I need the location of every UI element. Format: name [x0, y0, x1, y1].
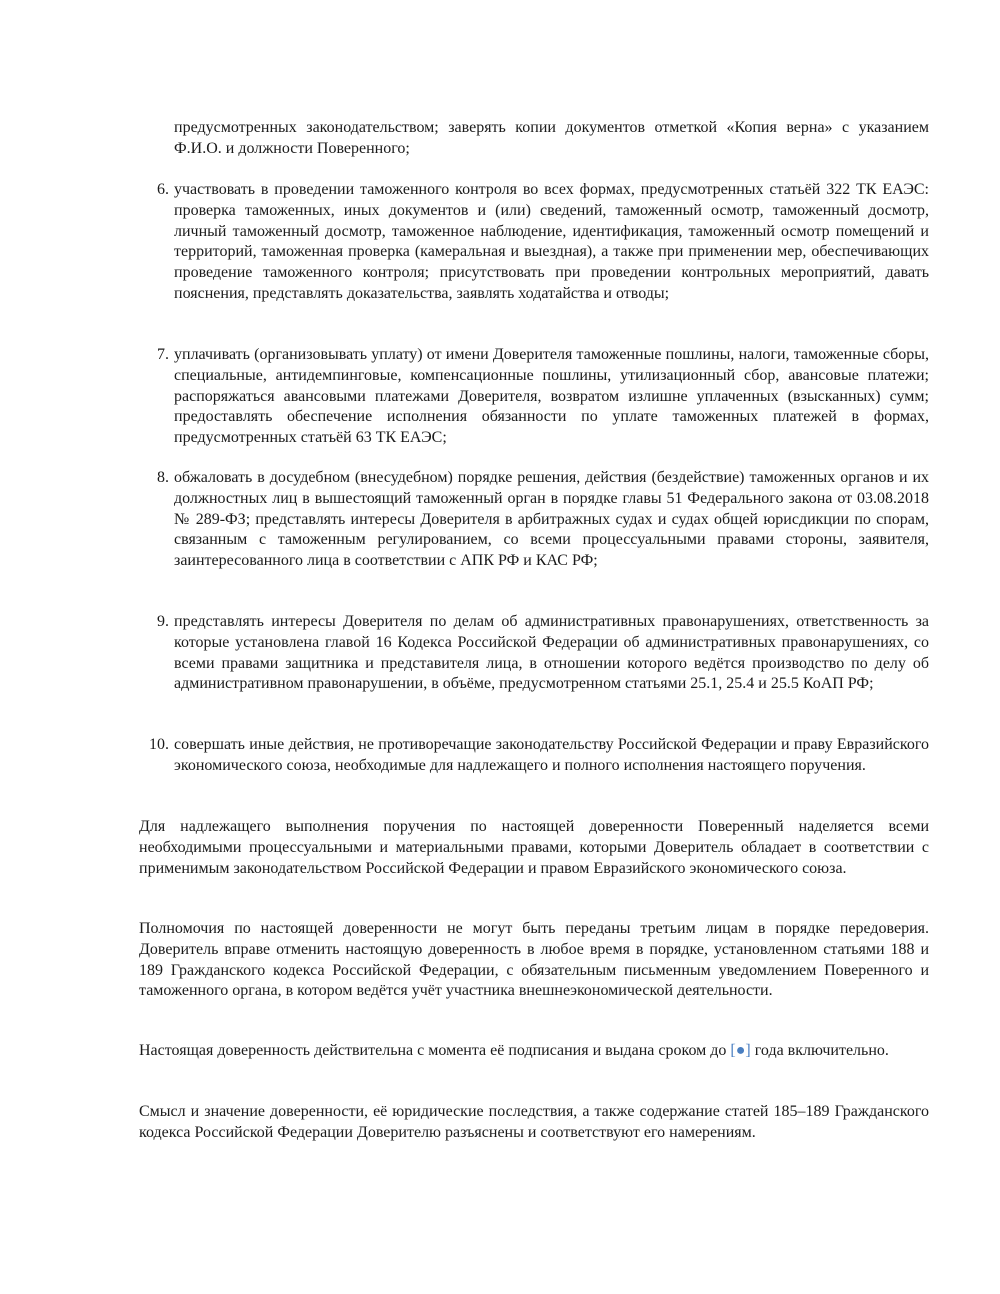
list-item-text: совершать иные действия, не противоречащие законодательству Российской Федерации и праву Евразийского экономического союза, необходимые для надлежащего и полного исполнения настоящего поручения.	[174, 736, 929, 774]
list-item-number: 10.	[149, 736, 169, 753]
date-placeholder[interactable]: [●]	[730, 1042, 751, 1059]
list-item	[139, 345, 929, 449]
validity-paragraph	[139, 1041, 929, 1062]
list-item-number: 8.	[157, 469, 169, 486]
list-item-number: 9.	[157, 613, 169, 630]
list-item-text: участвовать в проведении таможенного контроля во всех формах, предусмотренных статьёй 322 ТК ЕАЭС: проверка таможенных, иных документов и (или) сведений, таможенный осмотр, таможенный досмотр, личный таможенный досмотр, таможенное наблюдение, идентификация, таможенный осмотр помещений и территорий, таможенная проверка (камеральная и выездная), а также при применении мер, обеспечивающих проведение таможенного контроля; присутствовать при проведении контрольных мероприятий, давать пояснения, представлять доказательства, заявлять ходатайства и отводы;	[174, 181, 929, 302]
list-item-text: представлять интересы Доверителя по делам об административных правонарушениях, ответственность за которые установлена главой 16 Кодекса Российской Федерации об административных правонарушениях, со всеми правами защитника и представителя лица, в отношении которого ведётся производство по делу об административном правонарушении, в объёме, предусмотренном статьями 25.1, 25.4 и 25.5 КоАП РФ;	[174, 613, 929, 693]
list-item	[139, 180, 929, 305]
list-item-text: уплачивать (организовывать уплату) от имени Доверителя таможенные пошлины, налоги, таможенные сборы, специальные, антидемпинговые, компенсационные пошлины, утилизационный сбор, авансовые платежи; распоряжаться авансовыми платежами Доверителя, возвратом излишне уплаченных (взысканных) сумм; предоставлять обеспечение исполнения обязанности по уплате таможенных платежей в формах, предусмотренных статьёй 63 ТК ЕАЭС;	[174, 346, 929, 447]
delegation-paragraph: Полномочия по настоящей доверенности не могут быть переданы третьим лицам в порядке передоверия. Доверитель вправе отменить настоящую доверенность в любое время в порядке, установленном статьями 188 и 189 Гражданского кодекса Российской Федерации, с обязательным письменным уведомлением Поверенного и таможенного органа, в котором ведётся учёт участника внешнеэкономической деятельности.	[139, 920, 929, 1000]
list-item-text: обжаловать в досудебном (внесудебном) порядке решения, действия (бездействие) таможенных органов и их должностных лиц в вышестоящий таможенный орган в порядке главы 51 Федерального закона от 03.08.2018 № 289-ФЗ; представлять интересы Доверителя в арбитражных судах и судах общей юрисдикции по спорам, связанным с таможенным регулированием, со всеми процессуальными правами стороны, заявителя, заинтересованного лица в соответствии с АПК РФ и КАС РФ;	[174, 469, 929, 570]
continuation-paragraph: предусмотренных законодательством; заверять копии документов отметкой «Копия верна» с указанием Ф.И.О. и должности Поверенного;	[174, 119, 929, 157]
list-item	[139, 735, 929, 777]
list-item	[139, 612, 929, 695]
list-item	[139, 468, 929, 572]
validity-text-after: года включительно.	[750, 1042, 889, 1059]
powers-paragraph: Для надлежащего выполнения поручения по настоящей доверенности Поверенный наделяется всеми необходимыми процессуальными и материальными правами, которыми Доверитель обладает в соответствии с применимым законодательством Российской Федерации и правом Евразийского экономического союза.	[139, 818, 929, 877]
meaning-paragraph: Смысл и значение доверенности, её юридические последствия, а также содержание статей 185–189 Гражданского кодекса Российской Федерации Доверителю разъяснены и соответствуют его намерениям.	[139, 1103, 929, 1141]
validity-text-before: Настоящая доверенность действительна с момента её подписания и выдана сроком до	[139, 1042, 731, 1059]
list-item-number: 7.	[157, 346, 169, 363]
list-item-number: 6.	[157, 181, 169, 198]
